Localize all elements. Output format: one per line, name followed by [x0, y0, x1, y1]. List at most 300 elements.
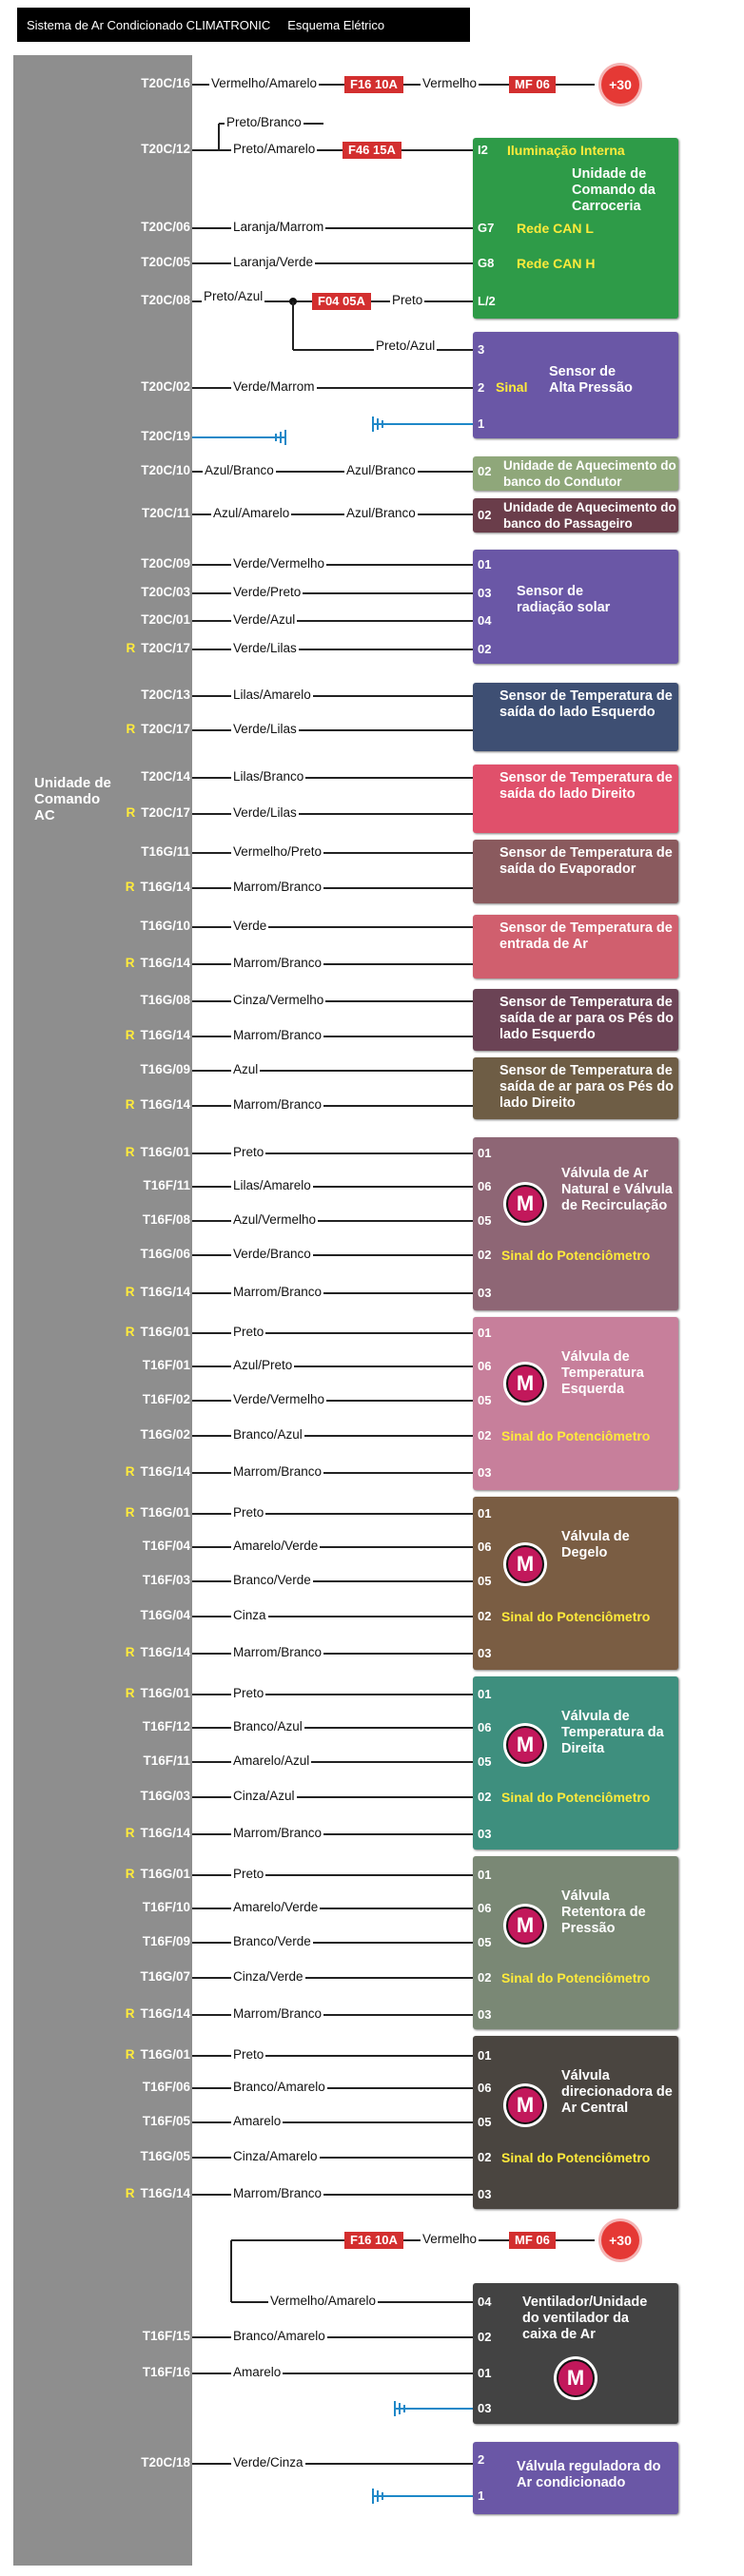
- box-sensor-alta-pressao: [473, 332, 678, 438]
- wire-label: Lilas/Amarelo: [233, 688, 311, 702]
- pin-label: [140, 1789, 190, 1803]
- pin-code: T16G/14: [140, 1028, 190, 1042]
- pin-label: [143, 1392, 190, 1406]
- wire-label: Verde/Branco: [233, 1247, 311, 1261]
- wire-label: Preto: [233, 1505, 264, 1520]
- motor-icon: M: [506, 1907, 544, 1945]
- ref-mark: R: [125, 1645, 135, 1659]
- pin-label: [143, 1539, 190, 1553]
- ref-mark: R: [125, 1285, 135, 1299]
- pin-code: T16G/14: [140, 1826, 190, 1840]
- wire-label: Branco/Verde: [233, 1934, 311, 1948]
- banco-passageiro-title: Unidade de Aquecimento do banco do Passageiro: [503, 500, 676, 531]
- ref-mark: R: [125, 1325, 135, 1339]
- pin-code: T16G/14: [140, 1645, 190, 1659]
- banco-condutor-title: Unidade de Aquecimento do banco do Condutor: [503, 458, 676, 489]
- pin-label: [126, 1028, 190, 1042]
- pin-code: T20C/11: [141, 506, 190, 520]
- sinal-potenciometro: Sinal do Potenciômetro: [501, 1790, 651, 1805]
- wire-label: Amarelo/Azul: [233, 1753, 310, 1768]
- pin-code: T16G/01: [140, 1686, 190, 1700]
- box-valvula-reguladora: [473, 2442, 678, 2514]
- wire-label: Amarelo/Verde: [233, 1539, 319, 1553]
- ecu-label-line: Unidade de: [34, 775, 111, 791]
- box-sensor-entrada: [473, 915, 678, 978]
- wire-label: Verde/Cinza: [233, 2455, 303, 2469]
- wire-label: Marrom/Branco: [233, 1028, 323, 1042]
- ref-mark: R: [125, 1028, 135, 1042]
- pin-code: T16F/08: [142, 1212, 190, 1227]
- wire-label: Laranja/Verde: [233, 255, 314, 269]
- pin-label: [126, 880, 190, 894]
- connector-pin: 02: [478, 1428, 492, 1443]
- pin-label: [141, 379, 190, 394]
- pin-code: T16F/09: [142, 1934, 190, 1948]
- connector-pin: 04: [478, 2295, 492, 2309]
- pin-label: [141, 76, 190, 90]
- motor-icon: M: [506, 1726, 544, 1764]
- relay-mf06-bottom: MF 06: [509, 2232, 556, 2249]
- pin-code: T16G/14: [140, 956, 190, 970]
- wire-label: Branco/Azul: [233, 1427, 303, 1442]
- wire-label: Preto/Branco: [226, 115, 302, 129]
- connector-pin: 03: [478, 2187, 492, 2201]
- fuse-f16: F16 10A: [344, 76, 403, 93]
- pin-label: [143, 1178, 190, 1192]
- pin-label: [143, 1358, 190, 1372]
- wire-label: Vermelho/Preto: [233, 844, 323, 859]
- pin-code: T20C/17: [141, 722, 190, 736]
- valvula-title: Válvula de Degelo: [561, 1529, 630, 1560]
- connector-pin: 01: [478, 2366, 492, 2380]
- pin-code: T16G/14: [140, 2186, 190, 2200]
- wire-label: Marrom/Branco: [233, 880, 323, 894]
- pin-code: T16F/10: [142, 1900, 190, 1914]
- ref-mark: R: [125, 1686, 135, 1700]
- ref-mark: R: [125, 2047, 135, 2062]
- wire-label: Cinza: [233, 1608, 266, 1622]
- sinal-potenciometro: Sinal do Potenciômetro: [501, 1609, 651, 1624]
- pin-code: T16G/14: [140, 1285, 190, 1299]
- wire-label: Amarelo: [233, 2365, 282, 2379]
- connector-pin: 02: [478, 508, 492, 522]
- wire-label: Verde/Azul: [233, 612, 296, 627]
- pin-label: [143, 1212, 190, 1227]
- connector-pin: 06: [478, 1540, 492, 1554]
- pin-code: T20C/02: [141, 379, 190, 394]
- wire-label: Preto/Azul: [204, 289, 264, 303]
- pin-label: [140, 993, 190, 1007]
- pin-label: [126, 1867, 190, 1881]
- connector-pin: 05: [478, 1213, 492, 1228]
- wire-label: Verde/Marrom: [233, 379, 315, 394]
- pin-label: [141, 429, 190, 443]
- connector-pin: 06: [478, 1901, 492, 1915]
- box-unidade-carroceria: [473, 138, 678, 319]
- box-ventilador: [473, 2283, 678, 2424]
- connector-pin: 2: [478, 2452, 485, 2467]
- wire-label: Cinza/Vermelho: [233, 993, 324, 1007]
- ref-mark: R: [125, 956, 135, 970]
- pin-label: [126, 1325, 190, 1339]
- pin-code: T16G/01: [140, 1505, 190, 1520]
- connector-pin: 05: [478, 1935, 492, 1949]
- valvula-title: Válvula direcionadora de Ar Central: [561, 2068, 673, 2116]
- wire-label: Branco/Azul: [233, 1719, 303, 1733]
- power-wire-b: Vermelho: [422, 76, 478, 90]
- connector-pin: 05: [478, 1393, 492, 1407]
- pin-label: [140, 2149, 190, 2163]
- ref-mark: R: [125, 1826, 135, 1840]
- pin-code: T20C/09: [141, 556, 190, 571]
- valvula-title: Válvula Retentora de Pressão: [561, 1888, 646, 1936]
- pin-label: [126, 641, 190, 655]
- ecu-label-line: Comando: [34, 791, 101, 807]
- pin-code: T20C/01: [141, 612, 190, 627]
- wire-label: Preto: [392, 293, 423, 307]
- connector-pin: 02: [478, 464, 492, 478]
- pin-label: [143, 1934, 190, 1948]
- pin-label: [141, 255, 190, 269]
- pin-code: T16F/11: [143, 1753, 190, 1768]
- pin-code: T16G/14: [140, 1097, 190, 1112]
- connector-pin: 04: [478, 613, 492, 628]
- pin-code: T20C/18: [141, 2455, 190, 2469]
- ventilador-title: Ventilador/Unidade do ventilador da caixa de Ar: [522, 2295, 648, 2342]
- pin-code: T16F/16: [142, 2365, 190, 2379]
- wire-label: Marrom/Branco: [233, 1285, 323, 1299]
- pin-label: [143, 2114, 190, 2128]
- wire-label: Verde/Lilas: [233, 722, 297, 736]
- sinal-potenciometro: Sinal do Potenciômetro: [501, 2150, 651, 2165]
- power-wire-a: Vermelho/Amarelo: [211, 76, 318, 90]
- motor-icon: M: [506, 2086, 544, 2124]
- pin-code: T20C/06: [141, 220, 190, 234]
- pin-label: [141, 612, 190, 627]
- wire-label: Amarelo/Verde: [233, 1900, 319, 1914]
- wire-label: Preto: [233, 2047, 264, 2062]
- pin-label: [143, 1573, 190, 1587]
- power-wire-b-bottom: Vermelho: [422, 2232, 478, 2246]
- connector-pin: 01: [478, 2048, 492, 2063]
- motor-icon: M: [557, 2359, 595, 2397]
- pin-label: [141, 220, 190, 234]
- wire-label: Marrom/Branco: [233, 1826, 323, 1840]
- connector-pin: 01: [478, 557, 492, 571]
- ref-mark: R: [126, 722, 136, 736]
- wire-label: Preto/Amarelo: [233, 142, 316, 156]
- wire-label: Cinza/Verde: [233, 1969, 303, 1984]
- pin-label: [126, 1686, 190, 1700]
- connector-pin: G7: [478, 221, 495, 235]
- pin-code: T16G/03: [140, 1789, 190, 1803]
- connector-pin: 1: [478, 2489, 485, 2503]
- pin-code: T20C/19: [141, 429, 190, 443]
- reguladora-title: Válvula reguladora do Ar condicionado: [517, 2459, 661, 2490]
- pin-label: [141, 688, 190, 702]
- fuse-f16-bottom: F16 10A: [344, 2232, 403, 2249]
- pin-code: T16G/05: [140, 2149, 190, 2163]
- connector-pin: 03: [478, 1646, 492, 1660]
- pin-label: [140, 1969, 190, 1984]
- pin-label: [140, 1608, 190, 1622]
- sensor-title: Sensor de Temperatura de saída de ar para os Pés do lado Direito: [499, 1063, 674, 1111]
- connector-pin: 01: [478, 1506, 492, 1520]
- carroceria-title: Unidade de Comando da Carroceria: [572, 166, 656, 214]
- box-sensor-temp-esq: [473, 683, 678, 751]
- pin-label: [126, 805, 190, 820]
- wire-label: Marrom/Branco: [233, 2006, 323, 2021]
- connector-pin: I2: [478, 143, 488, 157]
- pin-code: T20C/17: [141, 805, 190, 820]
- connector-pin: 02: [478, 642, 492, 656]
- pin-label: [126, 2047, 190, 2062]
- pin-label: [143, 2329, 190, 2343]
- wire-label: Cinza/Amarelo: [233, 2149, 318, 2163]
- wire-label: Laranja/Marrom: [233, 220, 324, 234]
- title-text: Sistema de Ar Condicionado CLIMATRONIC: [27, 17, 271, 32]
- connector-pin: 05: [478, 1574, 492, 1588]
- wire-label: Preto/Azul: [376, 339, 436, 353]
- wire-label: Azul/Branco: [346, 463, 416, 477]
- pin-label: [142, 506, 190, 520]
- wire-label: Verde/Vermelho: [233, 556, 325, 571]
- connector-pin: 02: [478, 1970, 492, 1985]
- connector-pin: 03: [478, 1286, 492, 1300]
- connector-pin: 06: [478, 1179, 492, 1193]
- pin-label: [126, 1145, 190, 1159]
- pin-label: [141, 2455, 190, 2469]
- pin-label: [140, 1062, 190, 1076]
- ref-mark: R: [125, 1505, 135, 1520]
- pin-code: T16F/15: [142, 2329, 190, 2343]
- box-sensor-temp-dir: [473, 765, 678, 833]
- ref-mark: R: [126, 805, 136, 820]
- pin-label: [140, 919, 190, 933]
- pin-code: T16F/04: [142, 1539, 190, 1553]
- pin-label: [141, 142, 190, 156]
- connector-pin: 06: [478, 2081, 492, 2095]
- ref-mark: R: [125, 1464, 135, 1479]
- wire-label: Preto: [233, 1686, 264, 1700]
- connector-pin: 02: [478, 1609, 492, 1623]
- box-valvula-2: [473, 1317, 678, 1490]
- connector-pin: 05: [478, 2115, 492, 2129]
- ref-mark: R: [125, 1145, 135, 1159]
- power-wire-a-bottom: Vermelho/Amarelo: [270, 2294, 377, 2308]
- pin-code: T16G/01: [140, 1145, 190, 1159]
- box-sensor-pes-esq: [473, 989, 678, 1051]
- wire-label: Azul: [233, 1062, 259, 1076]
- wire-label: Preto: [233, 1145, 264, 1159]
- wire-label: Marrom/Branco: [233, 1097, 323, 1112]
- pin-code: T20C/16: [141, 76, 190, 90]
- sensor-title: Sensor de Temperatura de saída de ar para os Pés do lado Esquerdo: [499, 995, 674, 1042]
- pin-label: [140, 1427, 190, 1442]
- motor-icon: M: [506, 1185, 544, 1223]
- wire-label: Azul/Branco: [346, 506, 416, 520]
- connector-pin: 01: [478, 1687, 492, 1701]
- ref-mark: R: [125, 1867, 135, 1881]
- connector-pin: 02: [478, 2150, 492, 2164]
- motor-icon: M: [506, 1365, 544, 1403]
- fuse-f04: F04 05A: [312, 293, 371, 310]
- pin-label: [141, 293, 190, 307]
- connector-pin: 03: [478, 2007, 492, 2022]
- pin-code: T16G/02: [140, 1427, 190, 1442]
- wire-label: Cinza/Azul: [233, 1789, 295, 1803]
- sinal-potenciometro: Sinal do Potenciômetro: [501, 1428, 651, 1443]
- connector-pin: 03: [478, 2401, 492, 2415]
- box-valvula-6: [473, 2036, 678, 2209]
- box-aquec-condutor: [473, 456, 678, 491]
- sinal-potenciometro: Sinal do Potenciômetro: [501, 1248, 651, 1263]
- pin-code: T16G/01: [140, 2047, 190, 2062]
- wire-label: Verde/Lilas: [233, 641, 297, 655]
- ref-mark: R: [125, 2186, 135, 2200]
- wire-label: Verde/Vermelho: [233, 1392, 325, 1406]
- wire-label: Verde/Lilas: [233, 805, 297, 820]
- pin-label: [141, 463, 190, 477]
- pin-code: T16F/11: [143, 1178, 190, 1192]
- sensor-title: Sensor de Temperatura de entrada de Ar: [499, 920, 673, 952]
- sensor-title: Sensor de Temperatura de saída do lado Esquerdo: [499, 688, 673, 720]
- valvula-title: Válvula de Ar Natural e Válvula de Recirculação: [561, 1166, 673, 1213]
- pin-label: [140, 1247, 190, 1261]
- pin-code: T16G/09: [140, 1062, 190, 1076]
- wire-label: Azul/Branco: [205, 463, 274, 477]
- pin-code: T16F/03: [142, 1573, 190, 1587]
- subtitle-text: Esquema Elétrico: [287, 17, 385, 32]
- pin-code: T16F/02: [142, 1392, 190, 1406]
- pin-label: [141, 585, 190, 599]
- radiacao-title: Sensor de radiação solar: [517, 584, 611, 615]
- pin-code: T16G/14: [140, 2006, 190, 2021]
- sensor-title: Sensor de Temperatura de saída do Evaporador: [499, 845, 673, 877]
- wire-label: Preto: [233, 1867, 264, 1881]
- connector-pin: 06: [478, 1720, 492, 1734]
- can-l-label: Rede CAN L: [517, 221, 594, 236]
- pin-code: T20C/17: [141, 641, 190, 655]
- wire-label: Lilas/Amarelo: [233, 1178, 311, 1192]
- connector-pin: 02: [478, 1790, 492, 1804]
- valvula-title: Válvula de Temperatura Esquerda: [561, 1349, 644, 1397]
- connector-pin: 03: [478, 586, 492, 600]
- pin-code: T20C/12: [141, 142, 190, 156]
- pin-code: T16G/11: [141, 844, 190, 859]
- connector-pin: 06: [478, 1359, 492, 1373]
- box-valvula-3: [473, 1497, 678, 1670]
- pin-label: [126, 1645, 190, 1659]
- pin-code: T16G/14: [140, 1464, 190, 1479]
- sensor-title: Sensor de Temperatura de saída do lado Direito: [499, 770, 673, 802]
- pin-label: [126, 1097, 190, 1112]
- wire-label: Amarelo: [233, 2114, 282, 2128]
- box-sensor-pes-dir: [473, 1057, 678, 1119]
- sinal-potenciometro: Sinal do Potenciômetro: [501, 1970, 651, 1985]
- wire-label: Azul/Preto: [233, 1358, 293, 1372]
- pin-code: T16G/14: [140, 880, 190, 894]
- connector-pin: 03: [478, 1827, 492, 1841]
- connector-pin: L/2: [478, 294, 496, 308]
- pin-code: T20C/03: [141, 585, 190, 599]
- motor-icon: M: [506, 1545, 544, 1583]
- supply-30-bottom: +30: [601, 2221, 639, 2259]
- pin-label: [143, 2080, 190, 2094]
- pin-label: [143, 2365, 190, 2379]
- pin-label: [141, 556, 190, 571]
- connector-pin: 01: [478, 1146, 492, 1160]
- wire-label: Verde/Preto: [233, 585, 302, 599]
- box-aquec-passageiro: [473, 498, 678, 533]
- pin-label: [126, 956, 190, 970]
- pin-code: T16G/08: [140, 993, 190, 1007]
- ref-mark: R: [125, 880, 135, 894]
- valvula-title: Válvula de Temperatura da Direita: [561, 1709, 664, 1756]
- pin-label: [126, 722, 190, 736]
- wire-label: Marrom/Branco: [233, 1464, 323, 1479]
- pin-code: T20C/13: [141, 688, 190, 702]
- fuse-f46: F46 15A: [343, 142, 401, 159]
- pin-label: [141, 844, 190, 859]
- wire-label: Marrom/Branco: [233, 1645, 323, 1659]
- connector-pin: 02: [478, 1248, 492, 1262]
- can-h-label: Rede CAN H: [517, 256, 596, 271]
- pin-code: T16G/10: [140, 919, 190, 933]
- pin-code: T16F/05: [142, 2114, 190, 2128]
- relay-mf06: MF 06: [509, 76, 556, 93]
- pin-code: T16G/01: [140, 1867, 190, 1881]
- ecu-label-line: AC: [34, 807, 55, 823]
- box-valvula-1: [473, 1137, 678, 1310]
- pin-label: [126, 2006, 190, 2021]
- wire-label: Branco/Verde: [233, 1573, 311, 1587]
- pin-label: [126, 2186, 190, 2200]
- sinal-label: Sinal: [496, 379, 528, 395]
- box-valvula-4: [473, 1676, 678, 1850]
- wire-label: Preto: [233, 1325, 264, 1339]
- pin-label: [126, 1464, 190, 1479]
- box-sensor-radiacao: [473, 550, 678, 664]
- pin-code: T20C/05: [141, 255, 190, 269]
- pin-label: [141, 769, 190, 784]
- ref-mark: R: [125, 2006, 135, 2021]
- pin-code: T16F/12: [142, 1719, 190, 1733]
- pin-code: T20C/08: [141, 293, 190, 307]
- connector-pin: 02: [478, 2330, 492, 2344]
- wire-label: Branco/Amarelo: [233, 2080, 325, 2094]
- alta-title: Sensor de Alta Pressão: [549, 364, 633, 396]
- pin-label: [143, 1719, 190, 1733]
- pin-code: T16F/06: [142, 2080, 190, 2094]
- wire-label: Branco/Amarelo: [233, 2329, 325, 2343]
- wire-label: Verde: [233, 919, 267, 933]
- connector-pin: 01: [478, 1868, 492, 1882]
- wire-label: Marrom/Branco: [233, 956, 323, 970]
- pin-label: [143, 1900, 190, 1914]
- wire-label: Azul/Vermelho: [233, 1212, 317, 1227]
- connector-pin: 01: [478, 1326, 492, 1340]
- box-sensor-evaporador: [473, 840, 678, 903]
- wire-label: Azul/Amarelo: [213, 506, 290, 520]
- pin-label: [126, 1285, 190, 1299]
- pin-code: T16G/07: [140, 1969, 190, 1984]
- pin-code: T16G/01: [140, 1325, 190, 1339]
- pin-label: [126, 1826, 190, 1840]
- iluminacao-label: Iluminação Interna: [507, 143, 625, 158]
- supply-30: +30: [601, 66, 639, 104]
- pin-code: T20C/10: [141, 463, 190, 477]
